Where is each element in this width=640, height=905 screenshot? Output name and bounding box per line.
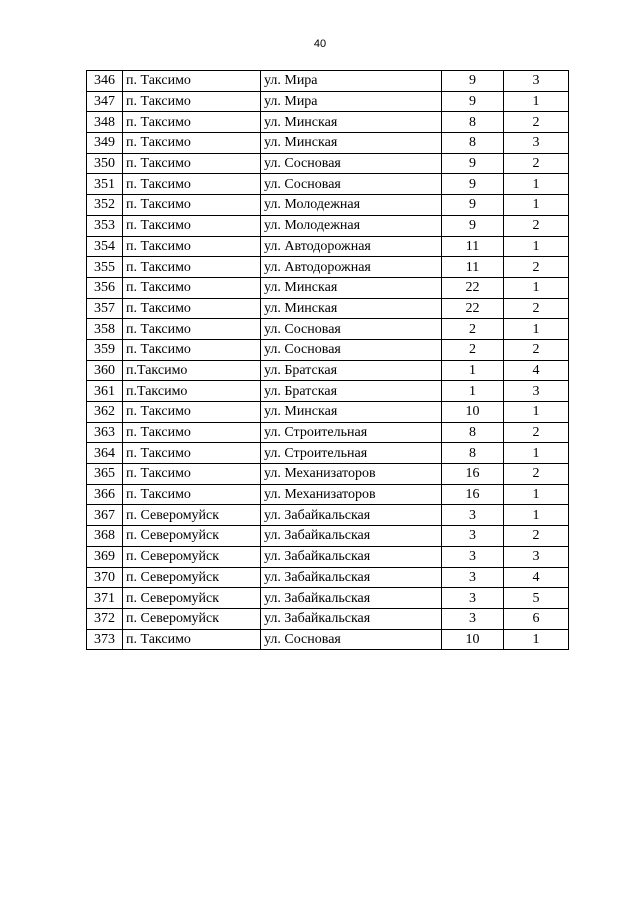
table-row — [87, 546, 569, 567]
apartment-number-cell: 2 — [504, 526, 569, 547]
house-number-cell: 3 — [442, 588, 504, 609]
settlement-cell: п. Северомуйск — [123, 546, 261, 567]
settlement-cell: п. Таксимо — [123, 422, 261, 443]
apartment-number-cell: 2 — [504, 257, 569, 278]
table-row — [87, 484, 569, 505]
house-number-cell: 16 — [442, 464, 504, 485]
street-cell: ул. Забайкальская — [261, 526, 442, 547]
apartment-number-cell: 4 — [504, 360, 569, 381]
table-row — [87, 71, 569, 92]
settlement-cell: п. Таксимо — [123, 133, 261, 154]
table-row — [87, 381, 569, 402]
street-cell: ул. Автодорожная — [261, 236, 442, 257]
table-row — [87, 464, 569, 485]
street-cell: ул. Сосновая — [261, 629, 442, 650]
street-cell: ул. Сосновая — [261, 319, 442, 340]
house-number-cell: 22 — [442, 277, 504, 298]
settlement-cell: п. Таксимо — [123, 195, 261, 216]
apartment-number-cell: 1 — [504, 236, 569, 257]
settlement-cell: п. Северомуйск — [123, 588, 261, 609]
street-cell: ул. Строительная — [261, 422, 442, 443]
row-number-cell: 353 — [87, 215, 123, 236]
settlement-cell: п. Таксимо — [123, 464, 261, 485]
table-row — [87, 339, 569, 360]
table-row — [87, 277, 569, 298]
table-row — [87, 195, 569, 216]
settlement-cell: п. Таксимо — [123, 112, 261, 133]
row-number-cell: 367 — [87, 505, 123, 526]
settlement-cell: п. Таксимо — [123, 484, 261, 505]
street-cell: ул. Забайкальская — [261, 546, 442, 567]
apartment-number-cell: 2 — [504, 464, 569, 485]
apartment-number-cell: 6 — [504, 608, 569, 629]
row-number-cell: 355 — [87, 257, 123, 278]
row-number-cell: 360 — [87, 360, 123, 381]
apartment-number-cell: 1 — [504, 484, 569, 505]
table-row — [87, 319, 569, 340]
settlement-cell: п. Таксимо — [123, 215, 261, 236]
settlement-cell: п. Таксимо — [123, 236, 261, 257]
table-row — [87, 133, 569, 154]
row-number-cell: 363 — [87, 422, 123, 443]
apartment-number-cell: 4 — [504, 567, 569, 588]
row-number-cell: 348 — [87, 112, 123, 133]
row-number-cell: 365 — [87, 464, 123, 485]
row-number-cell: 359 — [87, 339, 123, 360]
table-row — [87, 153, 569, 174]
apartment-number-cell: 2 — [504, 339, 569, 360]
row-number-cell: 354 — [87, 236, 123, 257]
street-cell: ул. Молодежная — [261, 215, 442, 236]
street-cell: ул. Сосновая — [261, 174, 442, 195]
house-number-cell: 2 — [442, 319, 504, 340]
house-number-cell: 8 — [442, 112, 504, 133]
street-cell: ул. Мира — [261, 91, 442, 112]
house-number-cell: 3 — [442, 608, 504, 629]
street-cell: ул. Механизаторов — [261, 464, 442, 485]
house-number-cell: 9 — [442, 215, 504, 236]
row-number-cell: 369 — [87, 546, 123, 567]
house-number-cell: 22 — [442, 298, 504, 319]
row-number-cell: 358 — [87, 319, 123, 340]
table-row — [87, 236, 569, 257]
street-cell: ул. Братская — [261, 381, 442, 402]
address-table — [86, 70, 569, 650]
settlement-cell: п. Северомуйск — [123, 505, 261, 526]
house-number-cell: 10 — [442, 402, 504, 423]
table-row — [87, 526, 569, 547]
settlement-cell: п.Таксимо — [123, 381, 261, 402]
apartment-number-cell: 2 — [504, 215, 569, 236]
table-row — [87, 629, 569, 650]
row-number-cell: 351 — [87, 174, 123, 195]
house-number-cell: 9 — [442, 153, 504, 174]
apartment-number-cell: 2 — [504, 112, 569, 133]
settlement-cell: п. Таксимо — [123, 402, 261, 423]
row-number-cell: 371 — [87, 588, 123, 609]
settlement-cell: п. Таксимо — [123, 153, 261, 174]
apartment-number-cell: 3 — [504, 546, 569, 567]
settlement-cell: п. Северомуйск — [123, 608, 261, 629]
street-cell: ул. Забайкальская — [261, 567, 442, 588]
table-row — [87, 588, 569, 609]
row-number-cell: 364 — [87, 443, 123, 464]
settlement-cell: п. Таксимо — [123, 298, 261, 319]
row-number-cell: 346 — [87, 71, 123, 92]
apartment-number-cell: 1 — [504, 277, 569, 298]
apartment-number-cell: 5 — [504, 588, 569, 609]
apartment-number-cell: 1 — [504, 174, 569, 195]
page-number: 40 — [313, 38, 327, 50]
row-number-cell: 373 — [87, 629, 123, 650]
street-cell: ул. Сосновая — [261, 153, 442, 174]
street-cell: ул. Минская — [261, 298, 442, 319]
house-number-cell: 16 — [442, 484, 504, 505]
settlement-cell: п. Таксимо — [123, 71, 261, 92]
settlement-cell: п.Таксимо — [123, 360, 261, 381]
settlement-cell: п. Таксимо — [123, 629, 261, 650]
street-cell: ул. Забайкальская — [261, 588, 442, 609]
apartment-number-cell: 1 — [504, 505, 569, 526]
street-cell: ул. Сосновая — [261, 339, 442, 360]
house-number-cell: 10 — [442, 629, 504, 650]
house-number-cell: 1 — [442, 381, 504, 402]
row-number-cell: 368 — [87, 526, 123, 547]
apartment-number-cell: 1 — [504, 195, 569, 216]
house-number-cell: 9 — [442, 91, 504, 112]
table-row — [87, 608, 569, 629]
house-number-cell: 9 — [442, 174, 504, 195]
table-row — [87, 215, 569, 236]
house-number-cell: 9 — [442, 71, 504, 92]
street-cell: ул. Автодорожная — [261, 257, 442, 278]
house-number-cell: 8 — [442, 422, 504, 443]
street-cell: ул. Минская — [261, 277, 442, 298]
table-row — [87, 360, 569, 381]
house-number-cell: 2 — [442, 339, 504, 360]
house-number-cell: 3 — [442, 526, 504, 547]
house-number-cell: 11 — [442, 236, 504, 257]
table-row — [87, 505, 569, 526]
table-row — [87, 112, 569, 133]
row-number-cell: 361 — [87, 381, 123, 402]
row-number-cell: 356 — [87, 277, 123, 298]
apartment-number-cell: 3 — [504, 133, 569, 154]
table-row — [87, 174, 569, 195]
apartment-number-cell: 1 — [504, 443, 569, 464]
table-row — [87, 298, 569, 319]
apartment-number-cell: 1 — [504, 91, 569, 112]
house-number-cell: 3 — [442, 546, 504, 567]
row-number-cell: 370 — [87, 567, 123, 588]
row-number-cell: 352 — [87, 195, 123, 216]
table-row — [87, 443, 569, 464]
table-row — [87, 422, 569, 443]
street-cell: ул. Забайкальская — [261, 505, 442, 526]
house-number-cell: 8 — [442, 443, 504, 464]
settlement-cell: п. Северомуйск — [123, 526, 261, 547]
settlement-cell: п. Таксимо — [123, 277, 261, 298]
apartment-number-cell: 3 — [504, 381, 569, 402]
street-cell: ул. Мира — [261, 71, 442, 92]
street-cell: ул. Минская — [261, 402, 442, 423]
apartment-number-cell: 1 — [504, 402, 569, 423]
house-number-cell: 8 — [442, 133, 504, 154]
street-cell: ул. Минская — [261, 112, 442, 133]
settlement-cell: п. Таксимо — [123, 319, 261, 340]
row-number-cell: 357 — [87, 298, 123, 319]
table-row — [87, 257, 569, 278]
house-number-cell: 1 — [442, 360, 504, 381]
apartment-number-cell: 1 — [504, 629, 569, 650]
table-row — [87, 91, 569, 112]
settlement-cell: п. Таксимо — [123, 257, 261, 278]
settlement-cell: п. Таксимо — [123, 339, 261, 360]
settlement-cell: п. Таксимо — [123, 443, 261, 464]
table-row — [87, 567, 569, 588]
row-number-cell: 366 — [87, 484, 123, 505]
table-row — [87, 402, 569, 423]
settlement-cell: п. Таксимо — [123, 91, 261, 112]
settlement-cell: п. Северомуйск — [123, 567, 261, 588]
street-cell: ул. Молодежная — [261, 195, 442, 216]
row-number-cell: 349 — [87, 133, 123, 154]
apartment-number-cell: 1 — [504, 319, 569, 340]
apartment-number-cell: 2 — [504, 153, 569, 174]
street-cell: ул. Забайкальская — [261, 608, 442, 629]
house-number-cell: 3 — [442, 505, 504, 526]
apartment-number-cell: 2 — [504, 422, 569, 443]
row-number-cell: 350 — [87, 153, 123, 174]
house-number-cell: 9 — [442, 195, 504, 216]
settlement-cell: п. Таксимо — [123, 174, 261, 195]
apartment-number-cell: 3 — [504, 71, 569, 92]
apartment-number-cell: 2 — [504, 298, 569, 319]
row-number-cell: 362 — [87, 402, 123, 423]
address-table-body — [87, 71, 569, 650]
street-cell: ул. Братская — [261, 360, 442, 381]
row-number-cell: 372 — [87, 608, 123, 629]
street-cell: ул. Строительная — [261, 443, 442, 464]
house-number-cell: 11 — [442, 257, 504, 278]
street-cell: ул. Механизаторов — [261, 484, 442, 505]
house-number-cell: 3 — [442, 567, 504, 588]
street-cell: ул. Минская — [261, 133, 442, 154]
row-number-cell: 347 — [87, 91, 123, 112]
